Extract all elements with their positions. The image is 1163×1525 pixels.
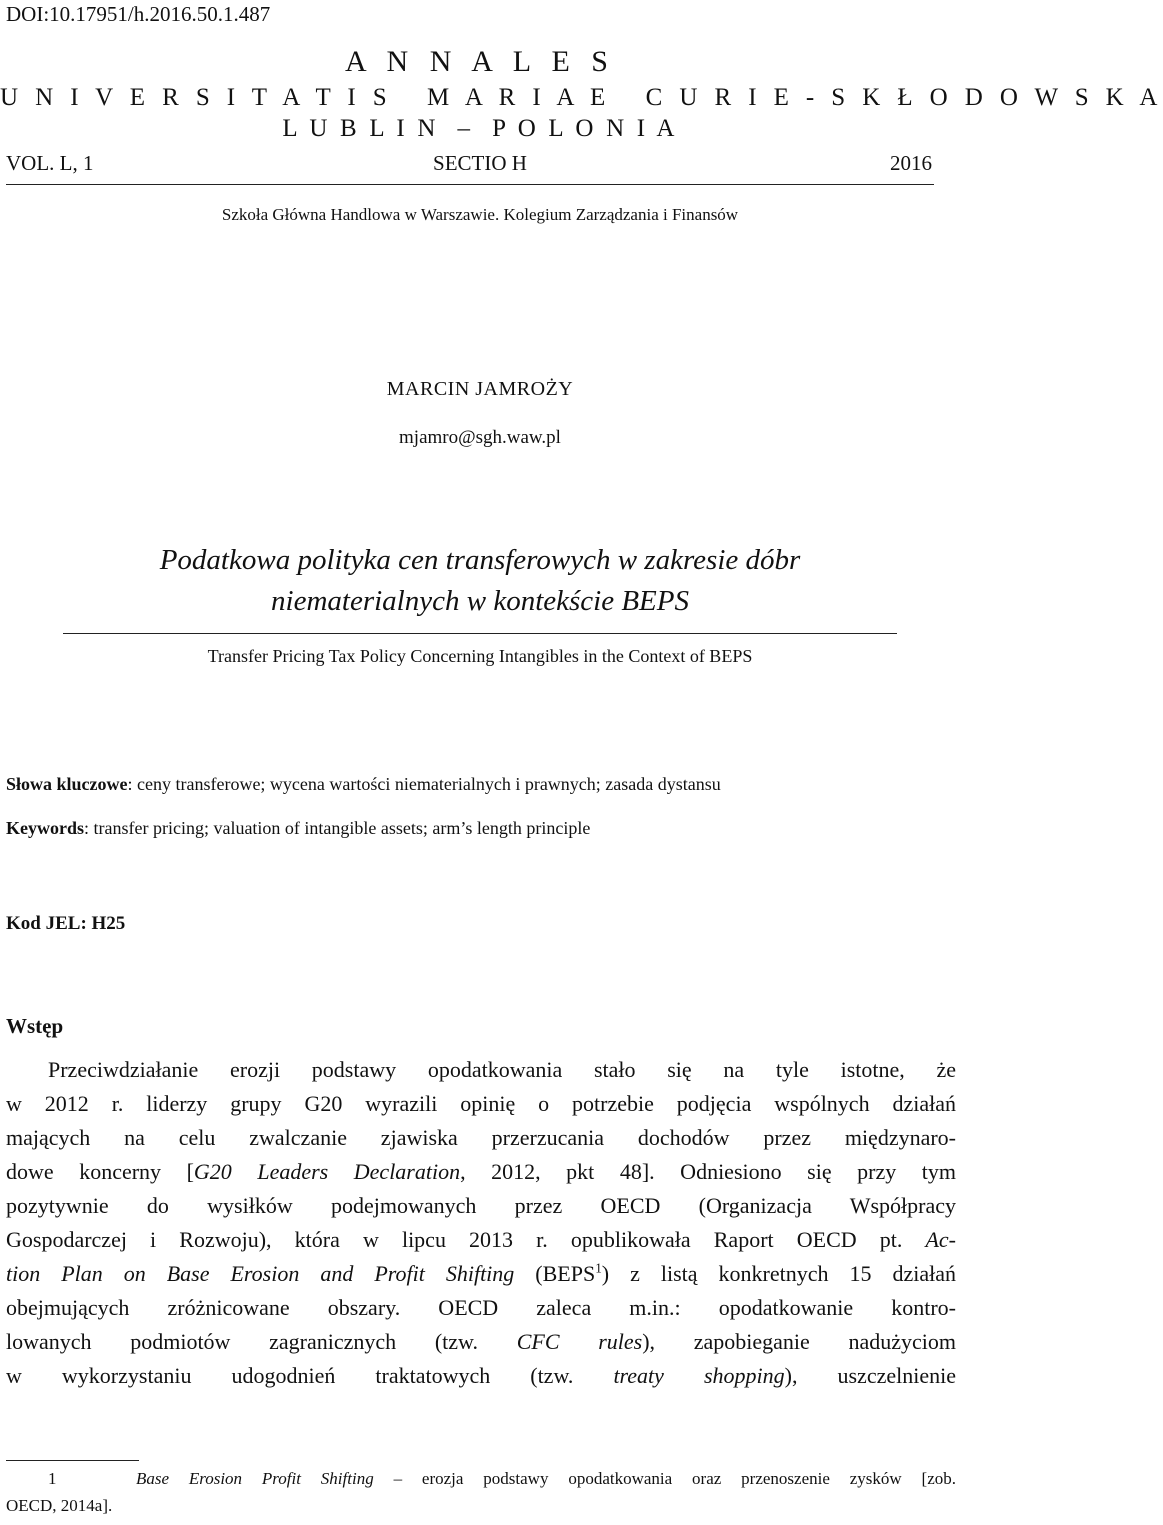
header-divider bbox=[6, 184, 934, 185]
body-line: tion Plan on Base Erosion and Profit Shifting (BEPS$^1$) z listą konkretnych 15 działań bbox=[6, 1260, 956, 1286]
keywords-english bbox=[6, 818, 590, 839]
footnote-line1: 1 Base Erosion Profit Shifting – erozja podstawy opodatkowania oraz przenoszenie zysków [zob. bbox=[48, 1469, 956, 1488]
section-heading: Wstęp bbox=[6, 1014, 64, 1038]
body-line: w wykorzystaniu udogodnień traktatowych (tzw. treaty shopping), uszczelnienie bbox=[6, 1363, 956, 1388]
keywords-polish-text: : ceny transferowe; wycena wartości niematerialnych i prawnych; zasada dystansu bbox=[127, 774, 721, 794]
body-line: Gospodarczej i Rozwoju), która w lipcu 2013 r. opublikowała Raport OECD pt. Ac- bbox=[6, 1227, 956, 1252]
author-email[interactable]: mjamro@sgh.waw.pl bbox=[399, 427, 561, 448]
jel-code: Kod JEL: H25 bbox=[6, 913, 126, 934]
keywords-english-text: : transfer pricing; valuation of intangible assets; arm’s length principle bbox=[84, 818, 591, 838]
city-line: L U B L I N – P O L O N I A bbox=[282, 115, 678, 142]
keywords-polish bbox=[6, 774, 721, 795]
title-divider bbox=[63, 633, 897, 634]
affiliation: Szkoła Główna Handlowa w Warszawie. Kolegium Zarządzania i Finansów bbox=[221, 205, 739, 224]
keywords-english-label: Keywords bbox=[6, 818, 84, 838]
body-line: w 2012 r. liderzy grupy G20 wyrazili opinię o potrzebie podjęcia wspólnych działań bbox=[6, 1091, 956, 1116]
year-label: 2016 bbox=[890, 151, 932, 175]
journal-title: A N N A L E S bbox=[345, 45, 615, 78]
footnote-number: 1 bbox=[48, 1469, 57, 1488]
section-label: SECTIO H bbox=[433, 151, 527, 175]
footnote-ref[interactable]: 1 bbox=[595, 1260, 602, 1276]
citation-title: G20 Leaders Declaration bbox=[193, 1159, 461, 1184]
university-name: U N I V E R S I T A T I S M A R I A E C U R I E - S K Ł O D O W S K A bbox=[0, 84, 1163, 111]
footnote-divider bbox=[6, 1460, 139, 1461]
volume-number: VOL. L, 1 bbox=[6, 151, 94, 175]
english-title: Transfer Pricing Tax Policy Concerning Intangibles in the Context of BEPS bbox=[207, 646, 753, 666]
body-line: mających na celu zwalczanie zjawiska przerzucania dochodów przez międzynaro- bbox=[6, 1125, 956, 1150]
body-line: dowe koncerny [G20 Leaders Declaration, 2012, pkt 48]. Odniesiono się przy tym bbox=[6, 1159, 956, 1184]
footnote-line2: OECD, 2014a]. bbox=[6, 1496, 113, 1515]
article-title-line2: niematerialnych w kontekście BEPS bbox=[271, 585, 689, 617]
body-line: Przeciwdziałanie erozji podstawy opodatkowania stało się na tyle istotne, że bbox=[48, 1057, 956, 1082]
article-title-line1: Podatkowa polityka cen transferowych w zakresie dóbr bbox=[159, 544, 801, 576]
author-name: MARCIN JAMROŻY bbox=[386, 378, 574, 400]
body-line: obejmujących zróżnicowane obszary. OECD zaleca m.in.: opodatkowanie kontro- bbox=[6, 1295, 956, 1320]
report-title: tion Plan on Base Erosion and Profit Shifting bbox=[6, 1261, 515, 1286]
doi-text: DOI:10.17951/h.2016.50.1.487 bbox=[6, 2, 271, 26]
body-line: lowanych podmiotów zagranicznych (tzw. CFC rules), zapobieganie nadużyciom bbox=[6, 1329, 956, 1354]
keywords-polish-label: Słowa kluczowe bbox=[6, 774, 128, 794]
body-line: pozytywnie do wysiłków podejmowanych przez OECD (Organizacja Współpracy bbox=[6, 1193, 956, 1218]
